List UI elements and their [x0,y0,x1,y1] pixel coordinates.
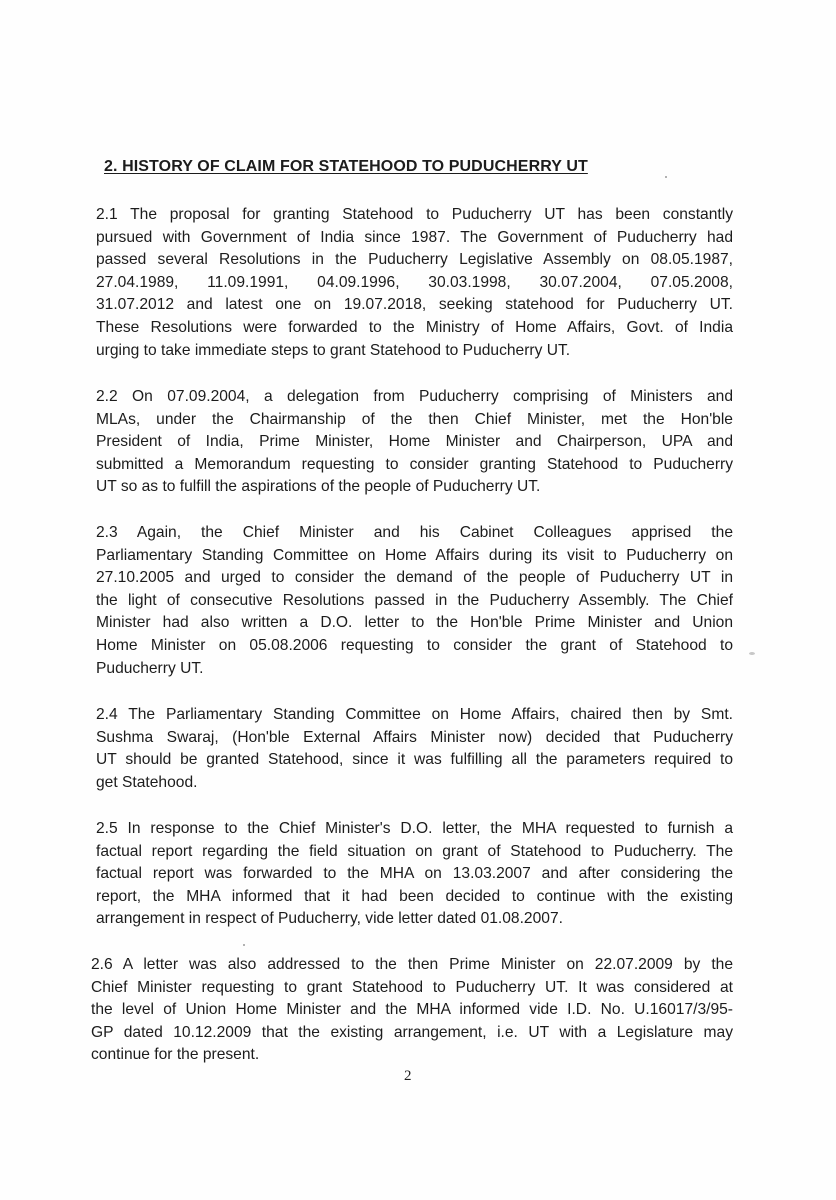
paragraph-line: Parliamentary Standing Committee on Home Affairs during its visit to Puducherry on [96,546,733,564]
paragraph-line: submitted a Memorandum requesting to consider granting Statehood to Puducherry [96,455,733,473]
scan-speck [665,176,667,178]
paragraph-line: the level of Union Home Minister and the MHA informed vide I.D. No. U.16017/3/95- [91,1001,733,1019]
paragraph-line: 2.6 A letter was also addressed to the then Prime Minister on 22.07.2009 by the [91,956,733,973]
paragraph-line: 27.10.2005 and urged to consider the demand of the people of Puducherry UT in [96,569,733,587]
paragraph-line: Puducherry UT. [96,659,204,677]
scan-speck [749,652,755,655]
paragraph-line: pursued with Government of India since 1987. The Government of Puducherry had [96,228,733,246]
paragraph-2-4 [96,704,733,794]
paragraph-line: 27.04.1989, 11.09.1991, 04.09.1996, 30.03.1998, 30.07.2004, 07.05.2008, [96,273,733,291]
page-number: 2 [404,1068,412,1084]
paragraph-line: the light of consecutive Resolutions passed in the Puducherry Assembly. The Chief [96,591,733,609]
paragraph-line: President of India, Prime Minister, Home Minister and Chairperson, UPA and [96,433,733,451]
paragraph-line: 31.07.2012 and latest one on 19.07.2018, seeking statehood for Puducherry UT. [96,296,733,314]
paragraph-line: 2.1 The proposal for granting Statehood to Puducherry UT has been constantly [96,206,733,223]
paragraph-line: UT should be granted Statehood, since it was fulfilling all the parameters required to [96,751,733,769]
paragraph-line: 2.3 Again, the Chief Minister and his Cabinet Colleagues apprised the [96,524,733,541]
paragraph-2-2 [96,386,733,499]
paragraph-line: 2.4 The Parliamentary Standing Committee on Home Affairs, chaired then by Smt. [96,706,733,723]
paragraph-2-3 [96,522,733,680]
paragraph-line: 2.5 In response to the Chief Minister's D.O. letter, the MHA requested to furnish a [96,820,733,837]
paragraph-line: GP dated 10.12.2009 that the existing arrangement, i.e. UT with a Legislature may [91,1023,733,1041]
section-heading: 2. HISTORY OF CLAIM FOR STATEHOOD TO PUDUCHERRY UT [104,158,588,175]
paragraph-line: passed several Resolutions in the Puducherry Legislative Assembly on 08.05.1987, [96,251,733,269]
paragraph-line: urging to take immediate steps to grant Statehood to Puducherry UT. [96,341,571,359]
paragraph-line: arrangement in respect of Puducherry, vide letter dated 01.08.2007. [96,910,563,928]
paragraph-line: continue for the present. [91,1046,260,1064]
paragraph-line: Minister had also written a D.O. letter to the Hon'ble Prime Minister and Union [96,614,733,632]
paragraph-2-5 [96,818,733,931]
paragraph-2-6 [91,954,733,1067]
paragraph-line: Sushma Swaraj, (Hon'ble External Affairs Minister now) decided that Puducherry [96,728,733,746]
paragraph-line: These Resolutions were forwarded to the Ministry of Home Affairs, Govt. of India [96,318,733,336]
paragraph-line: get Statehood. [96,773,198,791]
paragraph-line: Chief Minister requesting to grant Statehood to Puducherry UT. It was considered at [91,978,733,996]
scan-speck [243,944,245,946]
paragraph-line: report, the MHA informed that it had been decided to continue with the existing [96,887,733,905]
paragraph-line: 2.2 On 07.09.2004, a delegation from Puducherry comprising of Ministers and [96,388,733,405]
paragraph-line: factual report was forwarded to the MHA on 13.03.2007 and after considering the [96,865,733,883]
paragraph-line: factual report regarding the field situation on grant of Statehood to Puducherry. The [96,842,733,860]
paragraph-2-1 [96,204,733,362]
paragraph-line: UT so as to fulfill the aspirations of the people of Puducherry UT. [96,478,541,496]
paragraph-line: MLAs, under the Chairmanship of the then Chief Minister, met the Hon'ble [96,410,733,428]
paragraph-line: Home Minister on 05.08.2006 requesting to consider the grant of Statehood to [96,636,733,654]
